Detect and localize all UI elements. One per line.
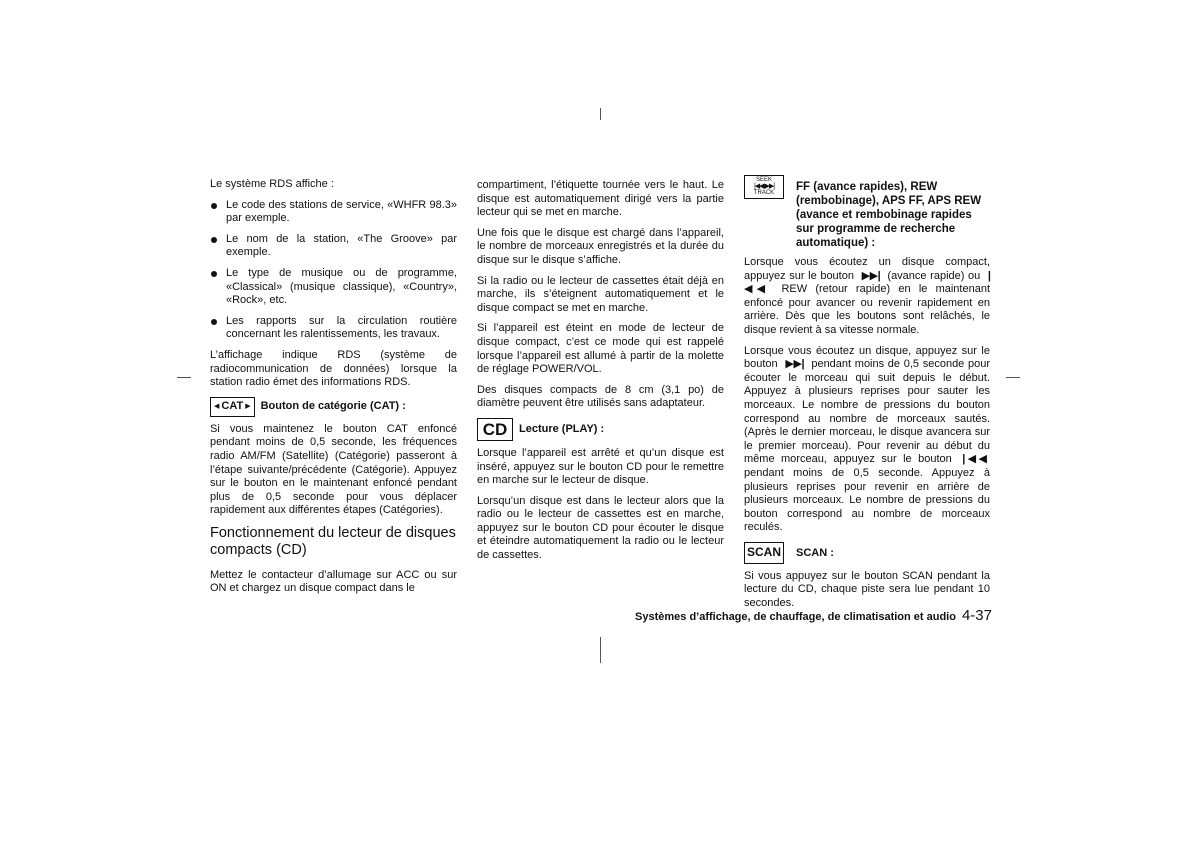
crop-mark-left: [177, 377, 191, 378]
cd-section-title: Fonctionnement du lecteur de disques compacts (CD): [210, 524, 456, 558]
bullet-icon: [211, 203, 217, 209]
ff-rew-paragraph: Lorsque vous écoutez un disque compact, appuyez sur le bouton ▶▶| (avance rapide) ou |◀◀ REW (retour rapide) en le maintenant enfoncé pour avancer ou revenir rapidement en arrière. Dès que les boutons sont relâchés, le disque revient à sa vitesse normale.: [744, 256, 991, 336]
scan-heading: SCAN :: [796, 546, 834, 559]
rewind-icon: |◀◀: [962, 453, 986, 466]
triangle-left-icon: ◀: [214, 402, 220, 410]
paragraph: compartiment, l’étiquette tournée vers le haut. Le disque est automatiquement dirigé vers la partie lecteur qui se met en marche.: [477, 179, 724, 219]
crop-mark-right: [1006, 377, 1020, 378]
paragraph: Si la radio ou le lecteur de cassettes était déjà en marche, ils s’éteignent automatiquement et le disque compact se met en marche.: [477, 274, 724, 314]
scan-button-icon: SCAN: [744, 542, 784, 564]
paragraph: Une fois que le disque est chargé dans l’appareil, le nombre de morceaux enregistrés et la durée du disque sur le disque s’affiche.: [477, 226, 724, 266]
skip-arrows-icon: |◀◀ ▶▶|: [753, 183, 775, 190]
fast-forward-icon: ▶▶|: [861, 269, 880, 282]
bullet-icon: [211, 237, 217, 243]
list-item: Le nom de la station, «The Groove» par exemple.: [210, 233, 457, 260]
seek-track-button-icon: SEEK |◀◀ ▶▶| TRACK: [744, 175, 784, 199]
list-item: Les rapports sur la circulation routière concernant les ralentissements, les travaux.: [210, 315, 457, 342]
bullet-icon: [211, 319, 217, 325]
list-item: Le type de musique ou de programme, «Classical» (musique classique), «Country», «Rock», etc.: [210, 267, 457, 308]
play-subheading: [477, 418, 724, 441]
cat-subheading: [210, 397, 457, 417]
rds-bullet-list: [210, 199, 457, 342]
column-middle: [477, 179, 724, 570]
cat-button-icon: ◀ CAT ▶: [210, 397, 255, 417]
cat-heading: Bouton de catégorie (CAT) :: [260, 399, 406, 412]
play-heading: Lecture (PLAY) :: [519, 422, 605, 435]
crop-mark-bottom: [600, 637, 601, 663]
cat-paragraph: Si vous maintenez le bouton CAT enfoncé pendant moins de 0,5 seconde, les fréquences radio AM/FM (Satellite) (Catégorie) passeront à l’étape suivante/précédente (Catégorie). Appuyez sur le bouton en le maintenant enfoncé pendant plus de 0,5 seconde pour vous déplacer rapidement aux différentes étapes (Catégories).: [210, 422, 457, 517]
bullet-icon: [211, 271, 217, 277]
ignition-paragraph: Mettez le contacteur d’allumage sur ACC ou sur ON et chargez un disque compact dans le: [210, 568, 457, 595]
paragraph: Lorsqu’un disque est dans le lecteur alors que la radio ou le lecteur de cassettes est en marche, appuyez sur le bouton CD pour écouter le disque et éteindre automatiquement la radio ou le lecteur de cassettes.: [477, 494, 724, 562]
ff-rew-heading: FF (avance rapides), REW (rembobinage), APS FF, APS REW (avance et rembobinage rapides sur programme de recherche automatique) :: [796, 181, 982, 249]
scan-subheading: [744, 542, 990, 564]
rewind-icon: |◀◀: [744, 269, 990, 296]
page-number: 4-37: [961, 607, 992, 624]
paragraph: Lorsque l’appareil est arrêté et qu’un disque est inséré, appuyez sur le bouton CD pour le remettre en marche sur le lecteur de disque.: [477, 446, 724, 487]
paragraph: Si l’appareil est éteint en mode de lecteur de disque compact, c’est ce mode qui est rappelé lorsque l’appareil est allumé à partir de la molette de réglage POWER/VOL.: [477, 322, 724, 376]
list-item: Le code des stations de service, «WHFR 98.3» par exemple.: [210, 199, 457, 226]
rds-paragraph: L’affichage indique RDS (système de radiocommunication de données) lorsque la station radio émet des informations RDS.: [210, 348, 457, 389]
rds-intro: Le système RDS affiche :: [210, 178, 334, 190]
track-skip-paragraph: Lorsque vous écoutez un disque, appuyez sur le bouton ▶▶| pendant moins de 0,5 seconde pour écouter le morceau qui suit depuis le début. Appuyez à plusieurs reprises pour sauter les morceaux. Le nombre de pressions du bouton correspond au nombre de morceaux sautés. (Après le dernier morceau, le disque avancera sur le premier morceau). Pour revenir au début du même morceau, appuyez sur le bouton |◀◀ pendant moins de 0,5 seconde. Appuyez à plusieurs reprises pour revenir en arrière de plusieurs morceaux. Le nombre de pressions du bouton correspond au nombre de morceaux reculés.: [744, 344, 991, 534]
chapter-title: Systèmes d’affichage, de chauffage, de climatisation et audio: [635, 611, 956, 623]
page-footer: [612, 609, 992, 625]
paragraph: Des disques compacts de 8 cm (3,1 po) de diamètre peuvent être utilisés sans adaptateur.: [477, 383, 724, 410]
scan-paragraph: Si vous appuyez sur le bouton SCAN pendant la lecture du CD, chaque piste sera lue pendant 10 secondes.: [744, 569, 990, 610]
fast-forward-icon: ▶▶|: [785, 358, 804, 371]
cd-button-icon: CD: [477, 418, 513, 441]
column-right: [744, 173, 990, 618]
crop-mark-top: [600, 108, 601, 120]
column-left: [210, 178, 457, 603]
triangle-right-icon: ▶: [245, 402, 251, 410]
ff-rew-subheading: [744, 175, 990, 250]
